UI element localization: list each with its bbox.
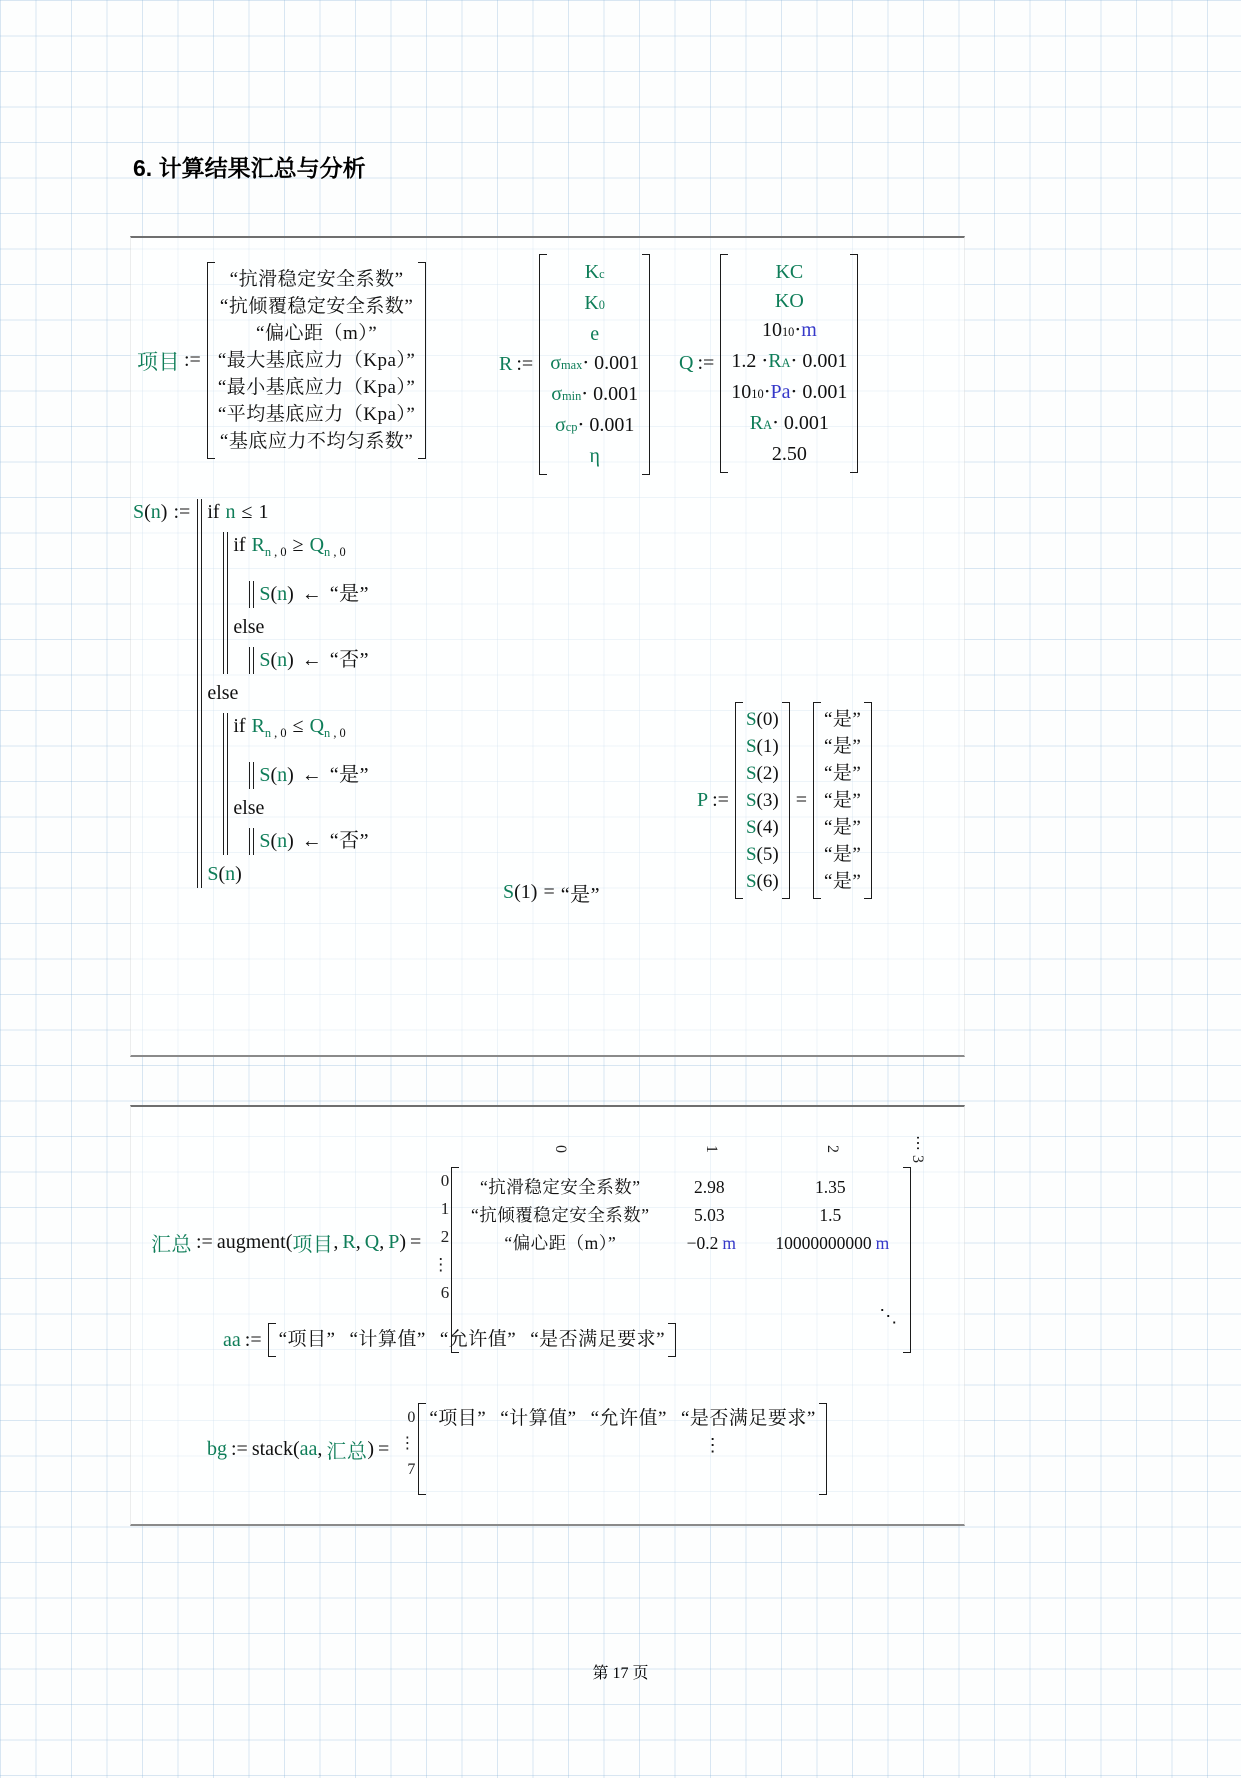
argument: (1) xyxy=(514,881,538,903)
xiangmu-definition[interactable] xyxy=(137,262,426,459)
program-line: else xyxy=(207,682,239,704)
matrix-cell: “计算值” xyxy=(500,1408,577,1429)
result-table xyxy=(425,1131,936,1353)
argument: 汇总 xyxy=(326,1440,368,1463)
matrix-cell: “是否满足要求” xyxy=(680,1408,816,1429)
matrix-cell: “是” xyxy=(823,736,862,757)
table-cell: 5.03 xyxy=(693,1205,725,1225)
math-region-bottom[interactable] xyxy=(130,1105,965,1526)
table-cell: “偏心距（m）” xyxy=(504,1233,617,1253)
assign-operator: := xyxy=(697,352,715,374)
matrix-cell: “基底应力不均匀系数” xyxy=(219,431,414,452)
result-value: “是” xyxy=(560,884,600,906)
variable-name: P xyxy=(697,789,709,811)
argument: aa xyxy=(299,1437,318,1460)
page-title: 6. 计算结果汇总与分析 xyxy=(133,155,366,181)
table-cell: −0.2 m xyxy=(686,1233,736,1253)
assign-operator: := xyxy=(244,1328,262,1351)
s1-evaluation[interactable] xyxy=(503,878,600,907)
aa-definition[interactable] xyxy=(223,1323,676,1357)
matrix-cell: “是” xyxy=(823,844,862,865)
row-header: 7 xyxy=(407,1461,416,1478)
program-line: else xyxy=(233,797,265,819)
result-table-row-headers xyxy=(425,1167,451,1307)
program-head: S(n) := xyxy=(133,501,191,523)
program-line: else xyxy=(233,616,265,638)
matrix-cell: “是” xyxy=(823,817,862,838)
result-table-column-headers xyxy=(462,1131,936,1167)
matrix-cell: “项目” xyxy=(429,1408,487,1429)
row-header: ⋮ xyxy=(399,1435,416,1452)
xiangmu-matrix xyxy=(207,262,427,459)
matrix-cell: 10 10 ⋅ Pa ⋅ 0.001 xyxy=(731,381,848,403)
matrix-cell: “平均基底应力（Kpa）” xyxy=(217,404,416,425)
p-values-matrix xyxy=(813,702,872,899)
equals-operator: = xyxy=(409,1230,422,1253)
table-cell: 1.5 xyxy=(819,1205,842,1225)
matrix-cell: σ min ⋅ 0.001 xyxy=(551,383,639,405)
matrix-cell: “是否满足要求” xyxy=(530,1329,666,1350)
assign-operator: := xyxy=(712,789,729,811)
table-cell: 10000000000 m xyxy=(775,1233,890,1253)
matrix-cell: “抗倾覆稳定安全系数” xyxy=(219,296,414,317)
matrix-cell: S (4) xyxy=(745,817,779,838)
matrix-cell: “项目” xyxy=(278,1329,336,1350)
p-calls-matrix xyxy=(735,702,790,899)
matrix-cell: S (1) xyxy=(745,736,779,757)
table-cell: 1.35 xyxy=(814,1177,846,1197)
argument: P xyxy=(388,1230,400,1253)
p-definition-evaluation[interactable] xyxy=(697,702,872,899)
assign-operator: := xyxy=(231,1437,248,1460)
matrix-cell: S (3) xyxy=(745,790,779,811)
vertical-ellipsis: ⋮ xyxy=(703,1435,722,1455)
row-header: 0 xyxy=(440,1171,450,1190)
matrix-cell: KO xyxy=(774,290,804,312)
function-name: stack xyxy=(251,1437,293,1460)
equals-operator: = xyxy=(378,1437,390,1460)
huizong-augment-evaluation[interactable]: 汇总 := augment ( 项目 , R , Q , P ) = 0 1 2 ⋯ 3 0 1 2 ⋮ 6 “抗滑稳定安全系数” 2.98 1.35 “抗倾覆稳定安全系数” 5.03 1.5 “偏心距（m）” −0.2 m 10000000000 m ⋱ xyxy=(151,1131,936,1353)
assign-operator: := xyxy=(184,349,201,371)
program-line: S(n) xyxy=(207,863,242,885)
r-matrix xyxy=(539,254,650,475)
bg-result-table xyxy=(395,1403,827,1495)
program-line: if $R_{n , 0} \ge Q_{n , 0}$ xyxy=(233,534,346,559)
matrix-cell: “最小基底应力（Kpa）” xyxy=(217,377,416,398)
variable-name: 项目 xyxy=(137,349,180,374)
matrix-cell: “是” xyxy=(823,763,862,784)
row-header: 2 xyxy=(440,1227,450,1246)
program-line: if n ≤ 1 xyxy=(207,501,269,523)
equals-operator: = xyxy=(795,789,807,811)
matrix-cell: S (6) xyxy=(745,871,779,892)
column-header: 2 xyxy=(824,1145,842,1153)
r-matrix-definition[interactable] xyxy=(499,254,650,475)
variable-name: aa xyxy=(223,1328,241,1351)
argument: 项目 xyxy=(292,1233,334,1256)
assign-operator: := xyxy=(516,353,534,375)
matrix-cell: “允许值” xyxy=(590,1408,667,1429)
math-region-top[interactable] xyxy=(130,236,965,1057)
table-cell: “抗倾覆稳定安全系数” xyxy=(470,1205,650,1225)
result-table-row-headers xyxy=(395,1405,418,1483)
matrix-cell: S (2) xyxy=(745,763,779,784)
column-header-ellipsis: ⋯ 3 xyxy=(909,1135,927,1163)
matrix-cell: 2.50 xyxy=(771,443,807,465)
q-matrix-definition[interactable] xyxy=(679,254,858,473)
variable-name: Q xyxy=(679,352,694,374)
matrix-cell: S (0) xyxy=(745,709,779,730)
program-line: S(n) ← “是” xyxy=(259,764,370,786)
bg-stack-evaluation[interactable]: bg := stack ( aa , 汇总 ) = 0 ⋮ 7 “项目” “计算值” “允许值” “是否满足要求” ⋮ xyxy=(207,1403,827,1495)
page-number: 第 17 页 xyxy=(592,1665,649,1682)
variable-name: S xyxy=(503,881,515,903)
matrix-cell: S (5) xyxy=(745,844,779,865)
matrix-cell: “是” xyxy=(823,790,862,811)
matrix-cell: η xyxy=(589,445,600,467)
matrix-cell: “是” xyxy=(823,709,862,730)
matrix-cell: 1.2 ⋅ R A ⋅ 0.001 xyxy=(731,350,848,372)
matrix-cell: “是” xyxy=(823,871,862,892)
matrix-cell: K 0 xyxy=(584,292,605,314)
row-header: 6 xyxy=(440,1283,450,1302)
table-cell: “抗滑稳定安全系数” xyxy=(479,1177,641,1197)
assign-operator: := xyxy=(196,1230,213,1253)
aa-matrix xyxy=(268,1323,677,1357)
matrix-cell: “最大基底应力（Kpa）” xyxy=(217,350,416,371)
bg-matrix xyxy=(418,1403,827,1495)
matrix-cell: e xyxy=(590,323,600,345)
matrix-cell: 10 10 ⋅ m xyxy=(761,319,817,341)
program-line: if $R_{n , 0} \le Q_{n , 0}$ xyxy=(233,715,346,740)
column-header: 0 xyxy=(552,1145,570,1153)
argument: Q xyxy=(364,1230,380,1253)
q-matrix xyxy=(720,254,858,473)
matrix-cell: σ max ⋅ 0.001 xyxy=(550,352,640,374)
function-name: augment xyxy=(216,1230,286,1253)
row-header: ⋮ xyxy=(432,1255,450,1274)
matrix-cell: K c xyxy=(584,261,605,283)
program-line: S(n) ← “否” xyxy=(259,830,370,852)
matrix-cell: σ cp ⋅ 0.001 xyxy=(555,414,635,436)
row-header: 0 xyxy=(407,1409,416,1426)
program-body xyxy=(197,496,369,891)
table-cell: 2.98 xyxy=(693,1177,725,1197)
matrix-cell: “允许值” xyxy=(439,1329,517,1350)
variable-name: bg xyxy=(207,1437,227,1460)
row-header: 1 xyxy=(440,1199,450,1218)
sn-program-definition[interactable] xyxy=(133,496,369,891)
column-header: 1 xyxy=(703,1145,721,1153)
diagonal-ellipsis: ⋱ xyxy=(879,1306,898,1326)
variable-name: R xyxy=(499,353,513,375)
matrix-cell: R A ⋅ 0.001 xyxy=(749,412,829,434)
matrix-cell: “计算值” xyxy=(349,1329,426,1350)
matrix-cell: “偏心距（m）” xyxy=(256,323,378,344)
program-line: S(n) ← “否” xyxy=(259,649,370,671)
variable-name: 汇总 xyxy=(151,1233,192,1256)
program-line: S(n) ← “是” xyxy=(259,583,370,605)
matrix-cell: “抗滑稳定安全系数” xyxy=(229,269,404,290)
argument: R xyxy=(342,1230,356,1253)
equals-operator: = xyxy=(543,881,555,903)
matrix-cell: KC xyxy=(775,261,804,283)
